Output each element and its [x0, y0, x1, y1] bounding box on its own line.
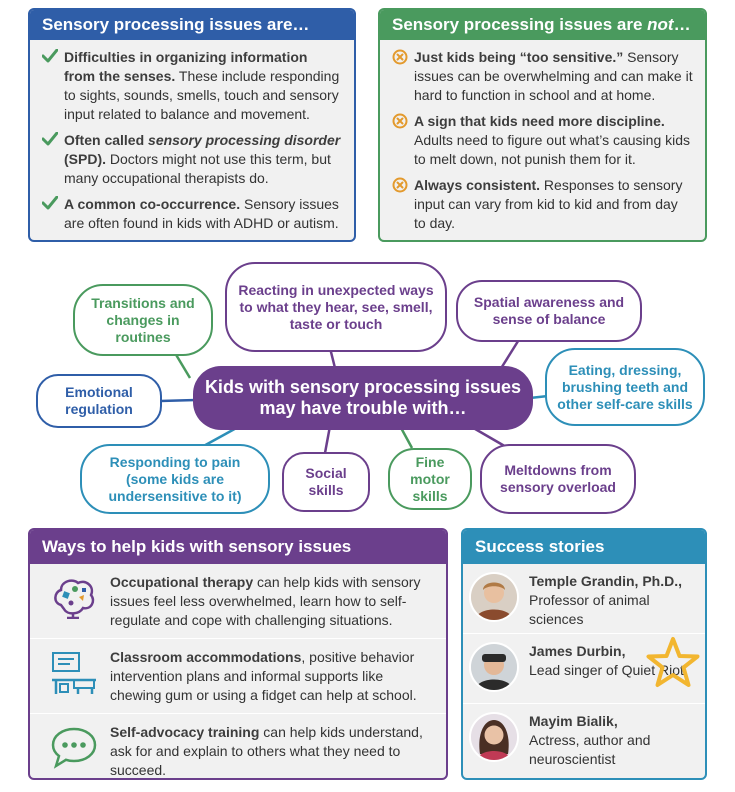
person-name: James Durbin, [529, 643, 626, 659]
item-bold: Difficulties in organizing information from the senses. [64, 49, 308, 84]
are-panel [28, 8, 356, 242]
item-text: can help kids understand, ask for and explain to others what they need to succeed. [110, 724, 423, 778]
avatar [469, 572, 519, 622]
item-bold: Occupational therapy [110, 574, 254, 590]
are-panel-title: Sensory processing issues are… [30, 10, 354, 40]
item-bold-end: (SPD). [64, 151, 106, 167]
stories-panel-title: Success stories [463, 530, 705, 564]
bubble-pain: Responding to pain (some kids are undersensitive to it) [80, 444, 270, 514]
center-bubble: Kids with sensory processing issues may have trouble with… [193, 366, 533, 430]
connector-emotional [160, 400, 196, 401]
item-bold: Classroom accommodations [110, 649, 302, 665]
list-item [392, 48, 693, 105]
list-item [42, 48, 342, 124]
stories-panel [461, 528, 707, 780]
item-bold: Just kids being “too sensitive.” [414, 49, 624, 65]
check-icon [42, 196, 64, 215]
x-circle-icon [392, 177, 414, 198]
list-item [392, 176, 693, 233]
are-not-panel [378, 8, 707, 242]
check-icon [42, 132, 64, 151]
bubble-emotional: Emotional regulation [36, 374, 162, 428]
bubble-social: Social skills [282, 452, 370, 512]
check-icon [42, 49, 64, 68]
item-text: Responses to sensory input can vary from kid to kid and from day to day. [414, 177, 683, 231]
list-item [463, 634, 705, 704]
item-bold: A common co-occurrence. [64, 196, 241, 212]
person-name: Mayim Bialik, [529, 713, 618, 729]
list-item [42, 131, 342, 188]
list-item [463, 704, 705, 774]
x-circle-icon [392, 49, 414, 70]
item-bold: Self-advocacy training [110, 724, 260, 740]
bubble-reacting: Reacting in unexpected ways to what they hear, see, smell, taste or touch [225, 262, 447, 352]
bubble-transitions: Transitions and changes in routines [73, 284, 213, 356]
bubble-fine-motor: Fine motor skills [388, 448, 472, 510]
item-text: These include responding to sights, sounds, smells, touch and sensory input related to balance and movement. [64, 68, 340, 122]
person-desc: Actress, author and neuroscientist [529, 732, 651, 767]
avatar [469, 712, 519, 762]
bubble-eating: Eating, dressing, brushing teeth and other self-care skills [545, 348, 705, 426]
bubble-spatial: Spatial awareness and sense of balance [456, 280, 642, 342]
item-text: can help kids with sensory issues feel less overwhelmed, learn how to self-regulate and cope with challenging situations. [110, 574, 421, 628]
item-bold: Always consistent. [414, 177, 541, 193]
speech-bubble-icon [38, 723, 110, 769]
avatar [469, 642, 519, 692]
bubble-meltdowns: Meltdowns from sensory overload [480, 444, 636, 514]
connector-transitions [175, 353, 190, 378]
item-text: Sensory issues can be overwhelming and can make it hard to function in school and at home. [414, 49, 693, 103]
title-suffix: … [673, 15, 691, 34]
connector-social [325, 426, 330, 453]
brain-icon [38, 573, 110, 619]
are-not-panel-title [380, 10, 705, 40]
person-desc: Lead singer of Quiet Riot [529, 662, 684, 678]
item-text: Adults need to figure out what’s causing kids to melt down, not punish them for it. [414, 132, 691, 167]
item-text: , positive behavior intervention plans and informal supports like chewing gum or using a fidget can help at school. [110, 649, 417, 703]
list-item [392, 112, 693, 169]
title-emphasis: not [647, 15, 674, 34]
person-name: Temple Grandin, Ph.D., [529, 573, 682, 589]
item-text: Sensory issues are often found in kids with ADHD or autism. [64, 196, 339, 231]
star-icon [645, 636, 701, 695]
person-desc: Professor of animal sciences [529, 592, 650, 627]
item-bold: Often called [64, 132, 149, 148]
list-item [30, 564, 446, 639]
classroom-desk-icon [38, 648, 110, 696]
ways-panel-title: Ways to help kids with sensory issues [30, 530, 446, 564]
item-bold: A sign that kids need more discipline. [414, 113, 665, 129]
item-text: Doctors might not use this term, but many occupational therapists do. [64, 151, 331, 186]
ways-panel [28, 528, 448, 780]
list-item [42, 195, 342, 233]
mind-map [0, 258, 735, 520]
list-item [30, 639, 446, 714]
x-circle-icon [392, 113, 414, 134]
list-item [463, 564, 705, 634]
title-prefix: Sensory processing issues are [392, 15, 648, 34]
list-item [30, 714, 446, 780]
item-bold-italic: sensory processing disorder [148, 132, 341, 148]
